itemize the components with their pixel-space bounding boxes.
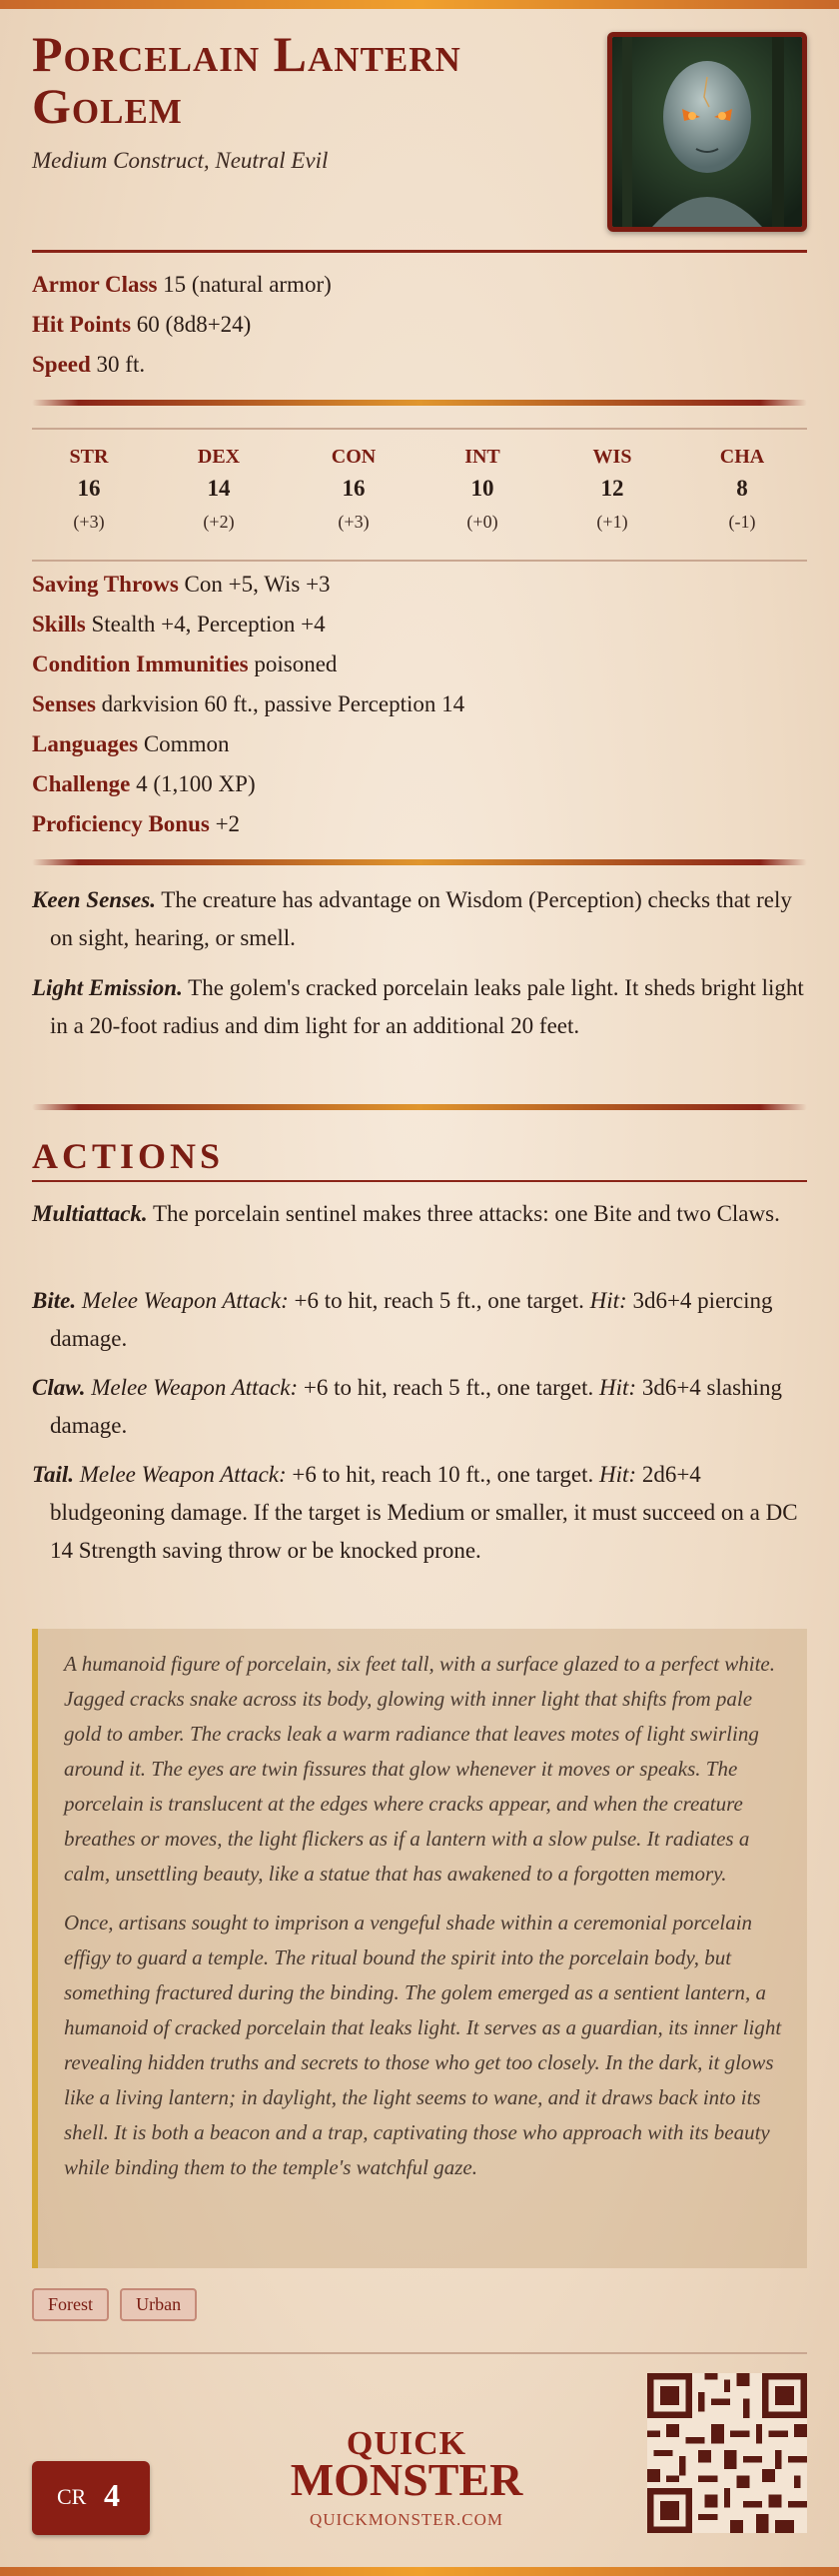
action-multiattack: Multiattack. The porcelain sentinel makes three attacks: one Bite and two Claws. xyxy=(32,1201,780,1226)
action-claw: Claw. Melee Weapon Attack: +6 to hit, reach 5 ft., one target. Hit: 3d6+4 slashing damage. xyxy=(32,1375,782,1438)
senses: Senses darkvision 60 ft., passive Perception 14 xyxy=(32,691,465,716)
section-divider xyxy=(32,1104,807,1110)
actions-divider xyxy=(32,1180,807,1182)
top-accent-bar xyxy=(0,0,839,9)
description-box xyxy=(32,1629,807,2268)
description-appearance: A humanoid figure of porcelain, six feet tall, with a surface glazed to a perfect white. Jagged cracks snake across its body, glowing with inner light that shifts from pale gold to amber. The cracks leak a warm radiance that leaves motes of light swirling around it. The eyes are twin fissures that glow whenever it moves or speaks. The porcelain is translucent at the edges where cracks appear, and when the creature breathes or moves, the light flickers as if a lantern with a slow pulse. It radiates a calm, unsettling beauty, like a statue that has awakened to a forgotten memory. xyxy=(64,1652,775,1886)
challenge: Challenge 4 (1,100 XP) xyxy=(32,771,256,796)
skills: Skills Stealth +4, Perception +4 xyxy=(32,612,326,637)
action-bite: Bite. Melee Weapon Attack: +6 to hit, reach 5 ft., one target. Hit: 3d6+4 piercing damage. xyxy=(32,1288,773,1351)
ability-scores: STR 16 (+3) DEX 14 (+2) CON 16 (+3) INT 10 (+0) WIS 12 (+1) CHA 8 (-1) xyxy=(32,428,807,562)
hit-points: Hit Points 60 (8d8+24) xyxy=(32,312,252,337)
languages: Languages Common xyxy=(32,731,230,756)
description-lore: Once, artisans sought to imprison a vengeful shade within a ceremonial porcelain effigy to guard a temple. The ritual bound the spirit into the porcelain body, but something fractured during the binding. The golem emerged as a sentient lantern, a humanoid of cracked porcelain that leaks light. It serves as a guardian, its inner light revealing hidden truths and secrets to those who get too closely. In the dark, it glows like a living lantern; in daylight, the light seems to wane, and it draws back into its shell. It is both a beacon and a trap, captivating those who approach with its beauty while binding them to the temple's watchful gaze. xyxy=(64,1911,782,2179)
section-divider xyxy=(32,400,807,406)
condition-immunities: Condition Immunities poisoned xyxy=(32,651,338,676)
speed: Speed 30 ft. xyxy=(32,352,146,377)
site-url[interactable]: QUICKMONSTER.COM xyxy=(309,2510,504,2529)
section-divider xyxy=(32,859,807,865)
quick-monster-logo[interactable]: QUICK MONSTER QUICKMONSTER.COM xyxy=(282,2428,531,2530)
proficiency-bonus: Proficiency Bonus +2 xyxy=(32,811,241,836)
monster-type: Medium Construct, Neutral Evil xyxy=(32,148,329,173)
monster-name: Porcelain Lantern Golem xyxy=(32,26,461,134)
tag-urban[interactable]: Urban xyxy=(120,2288,197,2321)
bottom-accent-bar xyxy=(0,2567,839,2576)
cr-badge: CR 4 xyxy=(32,2461,150,2535)
saving-throws: Saving Throws Con +5, Wis +3 xyxy=(32,572,331,597)
footer-divider xyxy=(32,2352,807,2354)
trait-light-emission: Light Emission. The golem's cracked porcelain leaks pale light. It sheds bright light in a 20-foot radius and dim light for an additional 20 feet. xyxy=(32,975,804,1038)
actions-heading: ACTIONS xyxy=(32,1136,225,1176)
trait-keen-senses: Keen Senses. The creature has advantage on Wisdom (Perception) checks that rely on sight, hearing, or smell. xyxy=(32,887,792,950)
action-tail: Tail. Melee Weapon Attack: +6 to hit, reach 10 ft., one target. Hit: 2d6+4 bludgeoning damage. If the target is Medium or smaller, it must succeed on a DC 14 Strength saving throw or be knocked prone. xyxy=(32,1462,798,1563)
header-divider xyxy=(32,250,807,253)
tag-forest[interactable]: Forest xyxy=(32,2288,109,2321)
qr-code[interactable] xyxy=(647,2373,807,2533)
armor-class: Armor Class 15 (natural armor) xyxy=(32,272,332,297)
monster-portrait xyxy=(607,32,807,232)
environment-tags xyxy=(32,2288,203,2321)
